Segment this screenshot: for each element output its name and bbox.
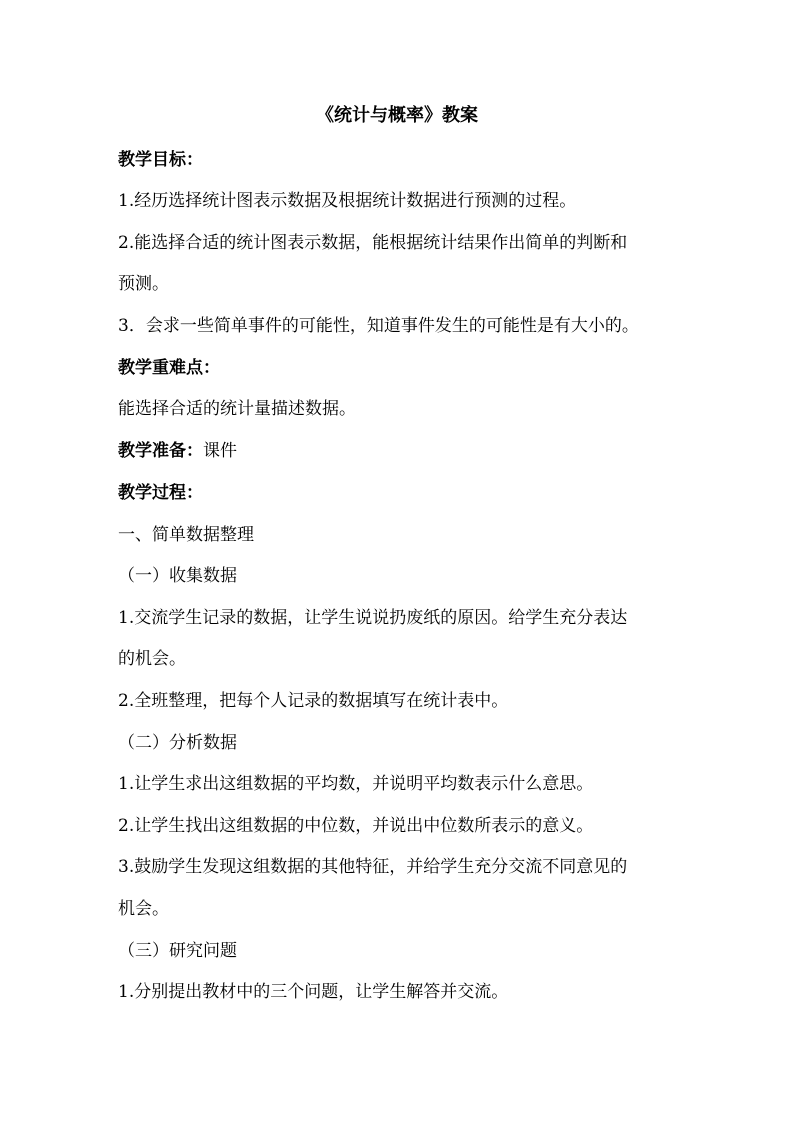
document-title: 《统计与概率》教案 xyxy=(316,105,478,126)
part-2-heading: （二）分析数据 xyxy=(118,733,237,753)
part-2-line-1: 1.让学生求出这组数据的平均数，并说明平均数表示什么意思。 xyxy=(118,774,594,794)
part-3-heading: （三）研究问题 xyxy=(118,941,237,961)
objective-line-2-cont: 预测。 xyxy=(118,274,169,294)
preparation-value: 课件 xyxy=(203,441,237,461)
preparation-heading: 教学准备： xyxy=(118,441,203,461)
part-1-line-2: 2.全班整理，把每个人记录的数据填写在统计表中。 xyxy=(118,691,509,711)
key-points-text: 能选择合适的统计量描述数据。 xyxy=(118,399,356,419)
objective-line-1: 1.经历选择统计图表示数据及根据统计数据进行预测的过程。 xyxy=(118,191,577,211)
part-3-line-1: 1.分别提出教材中的三个问题，让学生解答并交流。 xyxy=(118,982,509,1002)
objective-line-3: 3．会求一些简单事件的可能性，知道事件发生的可能性是有大小的。 xyxy=(118,316,639,336)
part-2-line-2: 2.让学生找出这组数据的中位数，并说出中位数所表示的意义。 xyxy=(118,816,594,836)
part-2-line-3-cont: 机会。 xyxy=(118,899,169,919)
part-1-line-1-cont: 的机会。 xyxy=(118,649,186,669)
preparation-line xyxy=(118,440,688,462)
part-1-line-1: 1.交流学生记录的数据，让学生说说扔废纸的原因。给学生充分表达 xyxy=(118,608,628,628)
objectives-heading: 教学目标： xyxy=(118,150,203,170)
section-1-heading: 一、简单数据整理 xyxy=(118,525,254,545)
part-2-line-3: 3.鼓励学生发现这组数据的其他特征，并给学生充分交流不同意见的 xyxy=(118,857,628,877)
process-heading: 教学过程： xyxy=(118,483,203,503)
part-1-heading: （一）收集数据 xyxy=(118,566,237,586)
objective-line-2: 2.能选择合适的统计图表示数据，能根据统计结果作出简单的判断和 xyxy=(118,233,628,253)
key-points-heading: 教学重难点： xyxy=(118,358,220,378)
